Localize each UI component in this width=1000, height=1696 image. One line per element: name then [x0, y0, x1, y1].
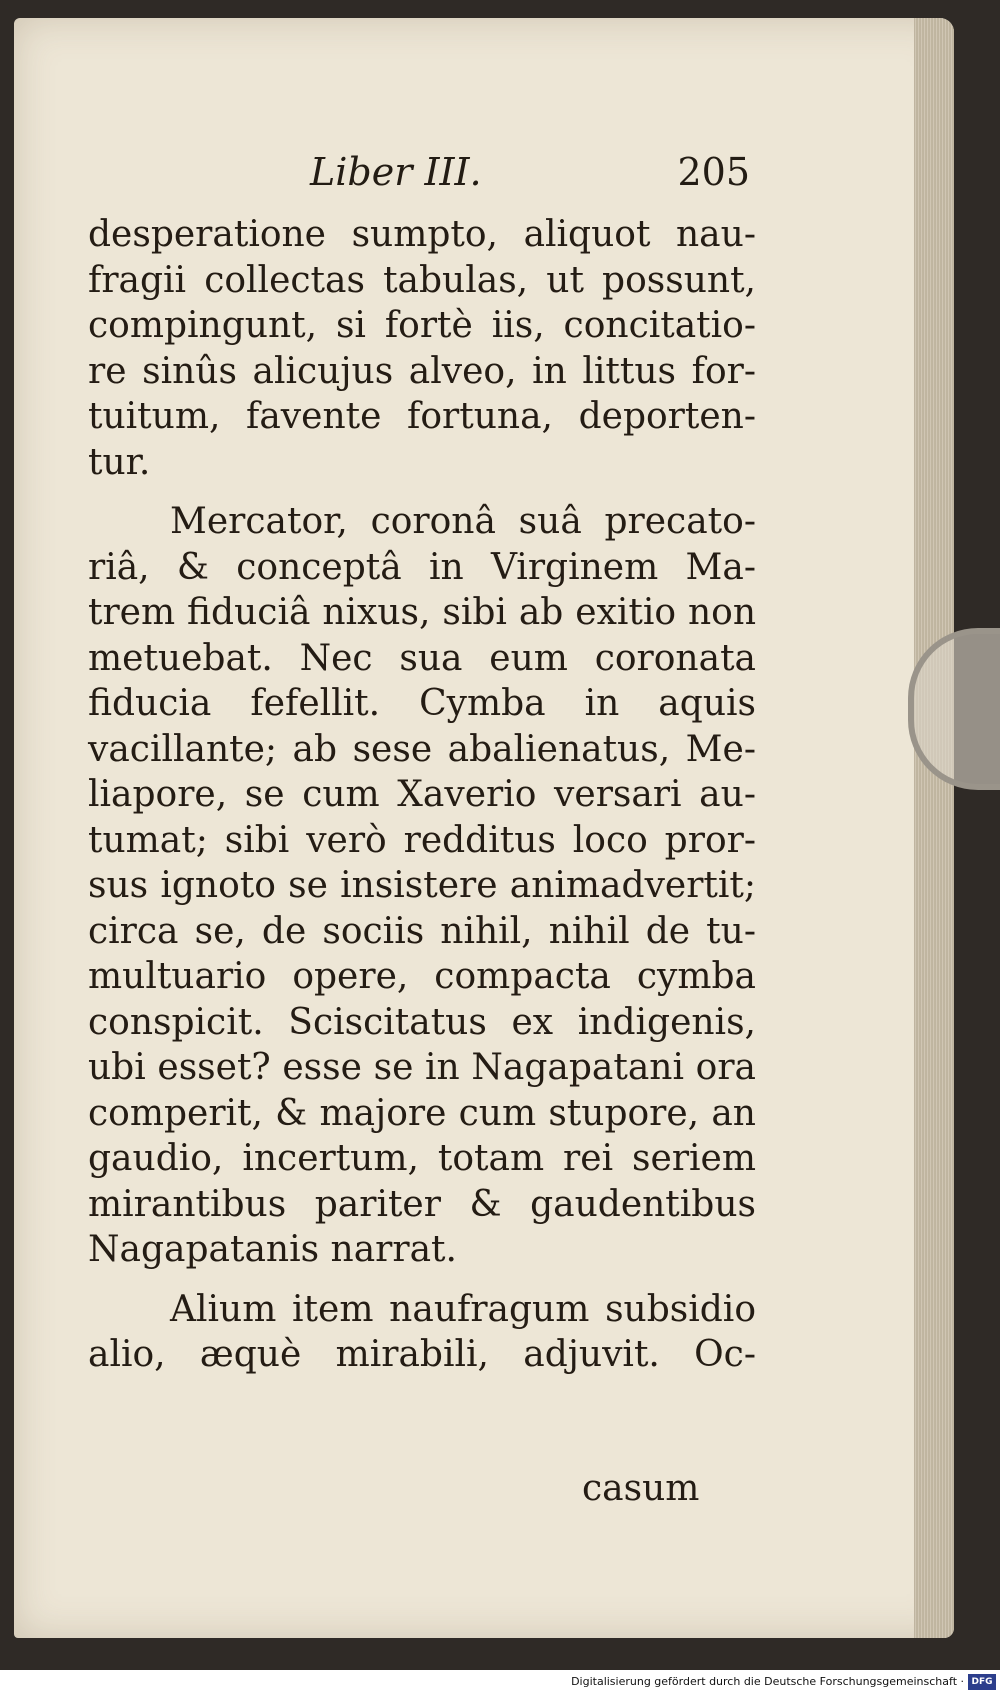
- text-line: Nagapatanis narrat.: [88, 1229, 457, 1270]
- text-line: Mercator, coronâ suâ precato-: [170, 501, 756, 542]
- footer-bar: [0, 1670, 1000, 1696]
- footer-credit: Digitalisierung gefördert durch die Deutsche Forschungsgemeinschaft ·: [571, 1675, 964, 1688]
- text-line: tuitum, favente fortuna, deporten-: [88, 396, 756, 437]
- text-line: gaudio, incertum, totam rei seriem: [88, 1138, 756, 1179]
- text-line: tumat; sibi verò redditus loco pror-: [88, 819, 756, 861]
- text-line: re sinûs alicujus alveo, in littus for-: [88, 350, 756, 392]
- text-line: circa se, de sociis nihil, nihil de tu-: [88, 910, 756, 952]
- page-edges: [914, 18, 954, 1638]
- text-line: compingunt, si fortè iis, concitatio-: [88, 305, 756, 346]
- text-line: desperatione sumpto, aliquot nau-: [88, 214, 756, 255]
- text-line: trem fiduciâ nixus, sibi ab exitio non: [88, 592, 756, 633]
- text-line: sus ignoto se insistere animadvertit;: [88, 865, 756, 906]
- running-head: Liber III.: [310, 150, 482, 194]
- text-line: vacillante; ab sese abalienatus, Me-: [88, 728, 756, 770]
- text-line: ubi esset? esse se in Nagapatani ora: [88, 1047, 756, 1088]
- text-line: liapore, se cum Xaverio versari au-: [88, 774, 756, 815]
- text-line: fiducia fefellit. Cymba in aquis: [88, 683, 756, 724]
- text-line: Alium item naufragum subsidio: [170, 1288, 756, 1330]
- text-line: conspicit. Sciscitatus ex indigenis,: [88, 1001, 756, 1043]
- paragraph: [88, 1287, 756, 1378]
- paragraph: [88, 499, 756, 1273]
- page-number: 205: [677, 150, 750, 194]
- paragraph: [88, 212, 756, 485]
- text-line: mirantibus pariter & gaudentibus: [88, 1183, 756, 1225]
- dfg-logo: DFG: [968, 1674, 996, 1690]
- text-line: multuario opere, compacta cymba: [88, 956, 756, 997]
- catchword: casum: [582, 1468, 700, 1509]
- text-line: fragii collectas tabulas, ut possunt,: [88, 259, 756, 301]
- text-line: comperit, & majore cum stupore, an: [88, 1092, 756, 1134]
- text-line: riâ, & conceptâ in Virginem Ma-: [88, 546, 756, 588]
- text-line: tur.: [88, 441, 151, 483]
- body-text: [88, 212, 756, 1378]
- page-header: [310, 150, 750, 206]
- text-line: metuebat. Nec sua eum coronata: [88, 637, 756, 679]
- text-line: alio, æquè mirabili, adjuvit. Oc-: [88, 1334, 756, 1375]
